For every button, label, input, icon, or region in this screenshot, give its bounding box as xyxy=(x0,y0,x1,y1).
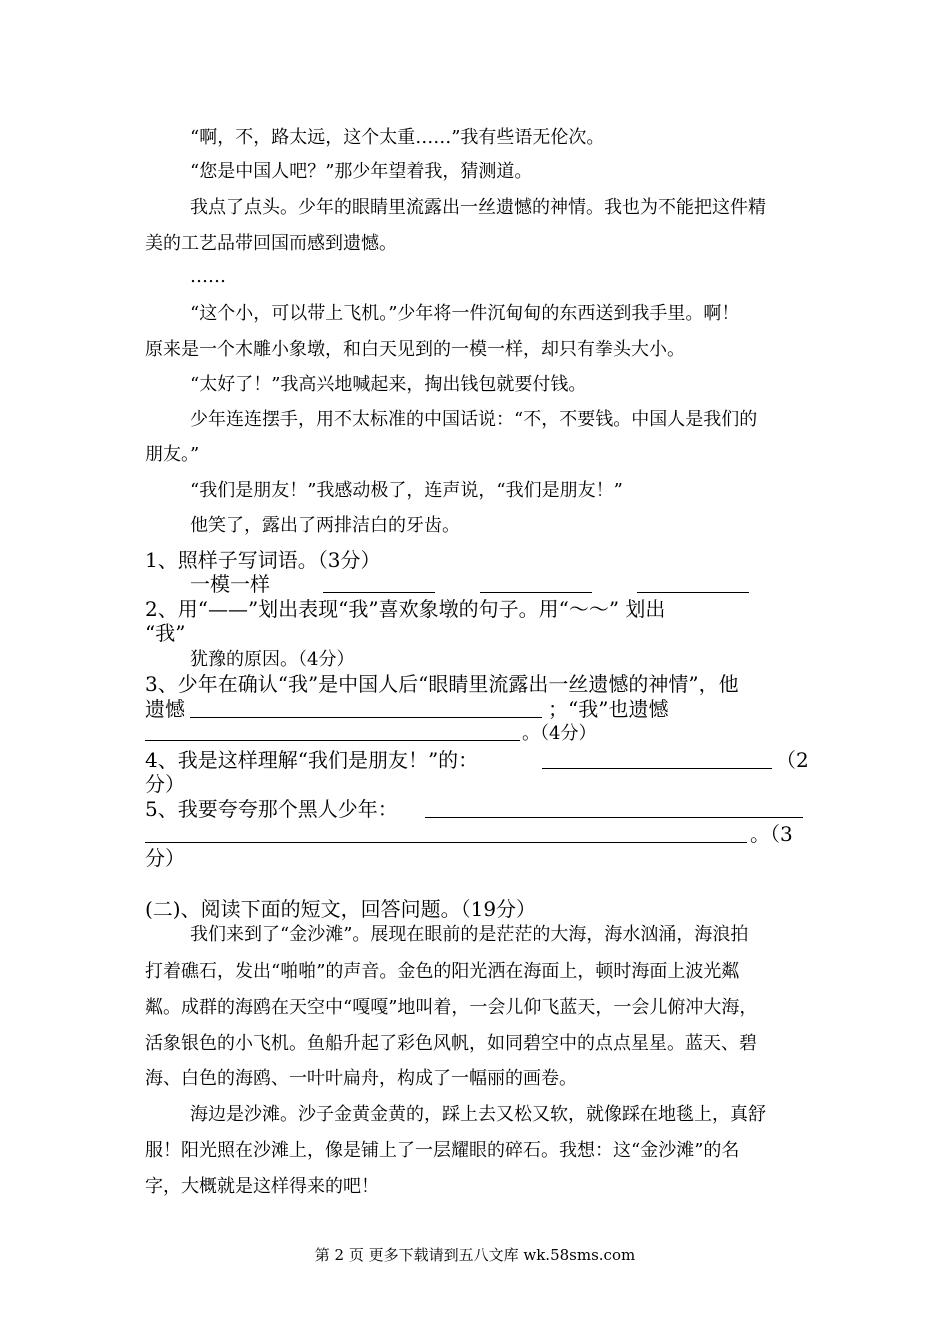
page-footer: 第 2 页 更多下载请到五八文库 wk.58sms.com xyxy=(314,1246,636,1264)
passage-line: 他笑了，露出了两排洁白的牙齿。 xyxy=(190,515,460,536)
passage-line: 美的工艺品带回国而感到遗憾。 xyxy=(145,233,397,254)
question-1-title: 1、照样子写词语。（3分） xyxy=(145,548,381,572)
answer-blank[interactable] xyxy=(190,699,542,718)
answer-blank[interactable] xyxy=(637,574,749,593)
passage-line: 原来是一个木雕小象墩，和白天见到的一模一样，却只有拳头大小。 xyxy=(145,339,685,360)
question-3-text: 。（4分） xyxy=(522,723,597,744)
passage-line: 我们来到了“金沙滩”。展现在眼前的是茫茫的大海，海水汹涌，海浪拍 xyxy=(190,924,749,945)
question-1-example: 一模一样 xyxy=(190,572,270,596)
passage-line: “我们是朋友！”我感动极了，连声说，“我们是朋友！” xyxy=(190,480,623,501)
question-2-text: 犹豫的原因。（4分） xyxy=(190,649,355,670)
question-3-text: ；“我”也遗憾 xyxy=(548,697,669,721)
passage-line: 活象银色的小飞机。鱼船升起了彩色风帆，如同碧空中的点点星星。蓝天、碧 xyxy=(145,1033,757,1054)
passage-line: 少年连连摆手，用不太标准的中国话说：“不，不要钱。中国人是我们的 xyxy=(190,409,758,430)
question-4-text: （2 xyxy=(776,748,809,772)
answer-blank[interactable] xyxy=(145,824,747,843)
section-2-heading: (二)、阅读下面的短文，回答问题。（19分） xyxy=(145,897,537,921)
passage-line: …… xyxy=(190,266,226,287)
answer-blank[interactable] xyxy=(425,799,803,818)
question-2-text: 2、用“——”划出表现“我”喜欢象墩的句子。用“～～” 划出 xyxy=(145,597,666,621)
passage-line: 海边是沙滩。沙子金黄金黄的，踩上去又松又软，就像踩在地毯上，真舒 xyxy=(190,1104,766,1125)
passage-line: 打着礁石，发出“啪啪”的声音。金色的阳光洒在海面上，顿时海面上波光粼 xyxy=(145,961,740,982)
question-2-text: “我” xyxy=(145,621,186,645)
question-5-text: 。（3 xyxy=(750,822,793,846)
answer-blank[interactable] xyxy=(323,574,435,593)
question-5-text: 分） xyxy=(145,846,185,870)
passage-line: 海、白色的海鸥、一叶叶扁舟，构成了一幅丽的画卷。 xyxy=(145,1068,577,1089)
passage-line: “啊，不，路太远，这个太重……”我有些语无伦次。 xyxy=(190,127,605,148)
passage-line: “这个小，可以带上飞机。”少年将一件沉甸甸的东西送到我手里。啊！ xyxy=(190,303,740,324)
passage-line: “您是中国人吧？”那少年望着我，猜测道。 xyxy=(190,161,533,182)
question-4-text: 4、我是这样理解“我们是朋友！”的： xyxy=(145,748,479,772)
passage-line: 字，大概就是这样得来的吧！ xyxy=(145,1176,379,1197)
answer-blank[interactable] xyxy=(542,750,772,769)
question-4-text: 分） xyxy=(145,772,185,796)
question-3-text: 遗憾 xyxy=(145,697,185,721)
passage-line: 服！阳光照在沙滩上，像是铺上了一层耀眼的碎石。我想：这“金沙滩”的名 xyxy=(145,1140,740,1161)
question-3-text: 3、少年在确认“我”是中国人后“眼睛里流露出一丝遗憾的神情”，他 xyxy=(145,672,739,696)
answer-blank[interactable] xyxy=(145,722,520,741)
answer-blank[interactable] xyxy=(480,574,592,593)
passage-line: 粼。成群的海鸥在天空中“嘎嘎”地叫着，一会儿仰飞蓝天，一会儿俯冲大海， xyxy=(145,997,758,1018)
passage-line: 朋友。” xyxy=(145,444,200,465)
question-5-text: 5、我要夸夸那个黑人少年： xyxy=(145,797,398,821)
passage-line: “太好了！”我高兴地喊起来，掏出钱包就要付钱。 xyxy=(190,374,587,395)
passage-line: 我点了点头。少年的眼睛里流露出一丝遗憾的神情。我也为不能把这件精 xyxy=(190,197,766,218)
